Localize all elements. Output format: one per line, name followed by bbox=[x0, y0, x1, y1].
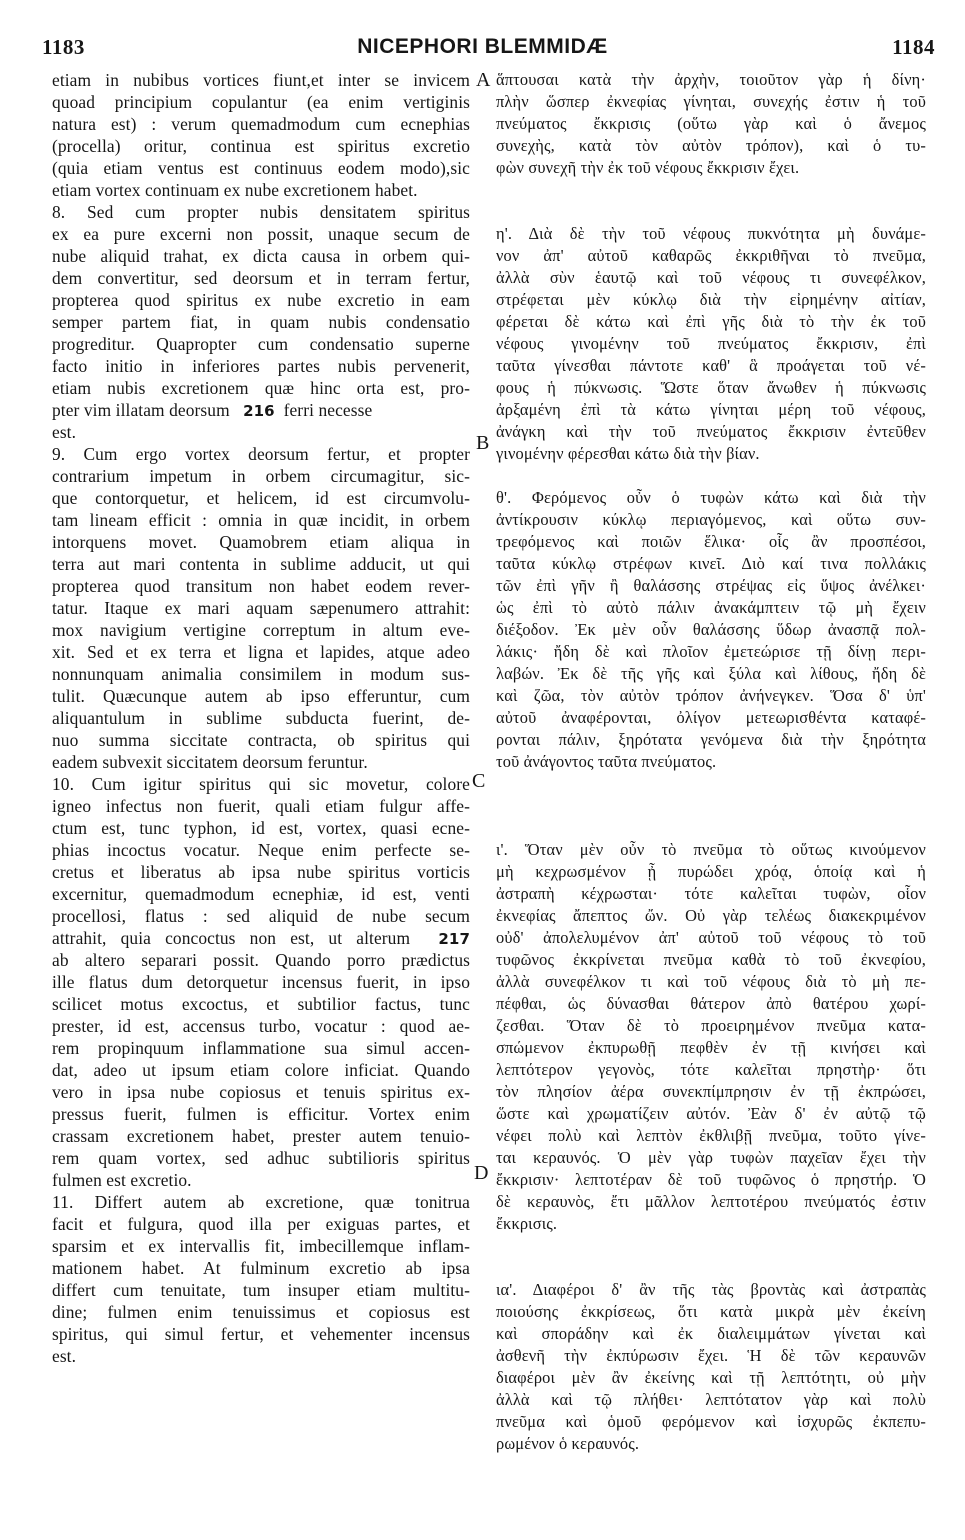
text-line: ὥστε καὶ χρωματίζειν αὐτόν. Ἐὰν δ' ἐν αὐτῷ τῷ bbox=[496, 1104, 926, 1123]
text-line: στρέφεται μὲν κύκλῳ διὰ τὴν εἰρημένην αἰτίαν, bbox=[496, 290, 926, 309]
paragraph-gap bbox=[496, 179, 926, 223]
text-line: pressus fuerit, fulmen is efficitur. Vortex enim bbox=[52, 1104, 470, 1124]
text-segment: pter vim illatam deorsum bbox=[52, 400, 230, 420]
text-line: ἀσθενῆ τὴν ἐκπύρωσιν ἔχει. Ἡ δὲ τῶν κεραυνῶν bbox=[496, 1346, 926, 1365]
margin-marker-a: A bbox=[476, 69, 491, 91]
text-line: δὲ κεραυνὸς, ἔτι μᾶλλον λεπτοτέρου πνεύματός ἐστιν bbox=[496, 1192, 926, 1211]
text-line: ἀλλὰ σὺν ἑαυτῷ καὶ τοῦ νέφους τι συνεφέλκον, bbox=[496, 268, 926, 287]
paragraph-start: ι'. Ὅταν μὲν οὖν τὸ πνεῦμα τὸ οὕτως κινούμενον bbox=[496, 840, 926, 859]
text-line: ἀντίκρουσιν κύκλῳ περιαγόμενος, καὶ οὕτω συν- bbox=[496, 510, 926, 529]
text-line: ρονται πάλιν, ξηρότατα γενόμενα διὰ τὴν ξηρότητα bbox=[496, 730, 926, 749]
text-line: νέφει πολὺ καὶ λεπτὸν ἐκθλιβῇ πνεῦμα, τοῦτο γίνε- bbox=[496, 1126, 926, 1145]
text-line: etiam vortex continuam ex nube excretionem habet. bbox=[52, 180, 418, 200]
margin-marker-b: B bbox=[476, 432, 490, 454]
text-line: ἅπτουσαι κατὰ τὴν ἀρχὴν, τοιοῦτον γὰρ ἡ δίνη· bbox=[496, 70, 926, 89]
text-line: xit. Sed et ex terra et ligna et lapides, atque adeo bbox=[52, 642, 470, 662]
text-line: τρεφόμενος καὶ ποιῶν ἕλικα· οἷς ἂν προσπέσοι, bbox=[496, 532, 926, 551]
text-line-with-ref bbox=[52, 399, 470, 421]
text-line: οὐδ' ἀπολελυμένον ἀπ' αὐτοῦ τοῦ νέφους τὸ τοῦ bbox=[496, 928, 926, 947]
text-line: rem propinquum inflammatione sua simul accen- bbox=[52, 1038, 470, 1058]
text-line: aliquantulum in sublime subducta fuerint, de- bbox=[52, 708, 470, 728]
text-line: propterea quod spiritus ex nube excretio in eam bbox=[52, 290, 470, 310]
text-line: ex ea pure excerni non possit, unaque secum de bbox=[52, 224, 470, 244]
text-line: πέφθαι, ὡς δύνασθαι θάτερον ἀπὸ θατέρου χωρί- bbox=[496, 994, 926, 1013]
margin-marker-c: C bbox=[472, 770, 486, 792]
text-line: συνεχὴς, κατὰ τὸν αὐτὸν τρόπον), καὶ ὁ τυ- bbox=[496, 136, 926, 155]
paragraph-start: ια'. Διαφέροι δ' ἂν τῆς τὰς βροντὰς καὶ ἀστραπὰς bbox=[496, 1280, 926, 1299]
paragraph-start: 10. Cum igitur spiritus qui sic movetur, colore bbox=[52, 774, 470, 794]
text-line: spiritus, qui simul fertur, et vehementer incensus bbox=[52, 1324, 470, 1344]
text-line: ἔκκρισιν· λεπτοτέραν δὲ τοῦ τυφῶνος ὁ πρηστήρ. Ὁ bbox=[496, 1170, 926, 1189]
text-line: quoad principium copulantur (ea enim vertiginis bbox=[52, 92, 470, 112]
paragraph-start: 11. Differt autem ab excretione, quæ tonitrua bbox=[52, 1192, 470, 1212]
text-line: ab altero separari possit. Quando porro prædictus bbox=[52, 950, 470, 970]
text-line: semper partem fiat, in quam nubis condensatio bbox=[52, 312, 470, 332]
text-line: τοῦ ἀνάγοντος ταῦτα πνεύματος. bbox=[496, 752, 717, 771]
text-line: intorquens movet. Quamobrem etiam aliqua in bbox=[52, 532, 470, 552]
text-line: ille flatus dum detorquetur incensus fuerit, in ipso bbox=[52, 972, 470, 992]
text-line: πλὴν ὥσπερ ἐκνεφίας γίνηται, συνεχής ἐστιν ἡ τοῦ bbox=[496, 92, 926, 111]
paragraph-start: η'. Διὰ δὲ τὴν τοῦ νέφους πυκνότητα μὴ δυνάμε- bbox=[496, 224, 926, 243]
text-line: νον ἀπ' αὐτοῦ καθαρῶς ἐκκριθῆναι τὸ πνεῦμα, bbox=[496, 246, 926, 265]
text-line: ὡς ἐπὶ τὸ αὐτὸ πάλιν ἀνακάμπτειν τῷ μὴ ἔχειν bbox=[496, 598, 926, 617]
text-line: τὸν πλησίον ἀέρα συνεκπίμπρησιν ἐν τῇ ἐκπρώσει, bbox=[496, 1082, 926, 1101]
text-line: tatur. Itaque ex mari aquam sæpenumero attrahit: bbox=[52, 598, 470, 618]
text-segment: ferri necesse bbox=[283, 400, 373, 420]
text-line: λάκις· ἤδη δὲ καὶ πλοῖον ἐμετεώρισε τῇ δίνῃ περι- bbox=[496, 642, 926, 661]
paragraph-gap bbox=[496, 465, 926, 487]
text-line: cretus et liberatus ab ipsa nube spiritus vorticis bbox=[52, 862, 470, 882]
text-line: etiam nubis excretionem quæ hinc orta est, pro- bbox=[52, 378, 470, 398]
margin-marker-d: D bbox=[474, 1162, 489, 1184]
text-line: terra aut mari contenta in sublime adducit, ut qui bbox=[52, 554, 470, 574]
running-title: NICEPHORI BLEMMIDÆ bbox=[357, 35, 608, 58]
text-line: nuo summa siccitate contracta, ob spiritus qui bbox=[52, 730, 470, 750]
text-line: σπώμενον ἐκπυρωθῇ πεφθὲν ἐν τῇ κινήσει καὶ bbox=[496, 1038, 926, 1057]
column-ref-216: 216 bbox=[243, 402, 275, 420]
text-line: dat, adeo ut ipsum etiam colore inficiat. Quando bbox=[52, 1060, 470, 1080]
text-line: μὴ κεχρωσμένον ᾖ πυρώδει χρόᾳ, ὁποίᾳ καὶ ἡ bbox=[496, 862, 926, 881]
page-number-right: 1184 bbox=[892, 35, 935, 59]
paragraph-start: 8. Sed cum propter nubis densitatem spiritus bbox=[52, 202, 470, 222]
text-line: (procella) oritur, continua est spiritus excretio bbox=[52, 136, 470, 156]
page-number-left: 1183 bbox=[42, 35, 85, 59]
latin-column bbox=[52, 69, 470, 1367]
text-line: (quia etiam ventus est continuus eodem modo),sic bbox=[52, 158, 470, 178]
text-line: διαφέροι μὲν ἂν ἐκείνης καὶ τῇ λεπτότητι, οὐ μὴν bbox=[496, 1368, 926, 1387]
text-line: λαβών. Ἐκ δὲ τῆς γῆς καὶ ξύλα καὶ λίθους, ἤδη δὲ bbox=[496, 664, 926, 683]
text-line: φέρεται δὲ κάτω καὶ ἐπὶ γῆς διὰ τὸ τὴν ἐκ τοῦ bbox=[496, 312, 926, 331]
text-line: tam lineam efficit : omnia in quæ incidit, in orbem bbox=[52, 510, 470, 530]
text-line: propterea quod transitum non habet eodem rever- bbox=[52, 576, 470, 596]
text-line: πνεῦμα καὶ ὁμοῦ φερόμενον καὶ ἰσχυρῶς ἐκπεπυ- bbox=[496, 1412, 926, 1431]
text-line: λεπτότερον γεγονὸς, τότε καλεῖται πρηστὴρ· ὅτι bbox=[496, 1060, 926, 1079]
text-line: ctum est, tunc typhon, id est, vortex, quasi ecne- bbox=[52, 818, 470, 838]
text-line: ἀστραπὴ κέχρωσται· τότε καλεῖται τυφὼν, οἷον bbox=[496, 884, 926, 903]
text-line: ται κεραυνός. Ὁ μὲν γὰρ τυφὼν παχεῖαν ἔχει τὴν bbox=[496, 1148, 926, 1167]
text-line: dem convertitur, sed deorsum et in terram fertur, bbox=[52, 268, 470, 288]
text-line: vero in ipsa nube copiosus et tenuis spiritus ex- bbox=[52, 1082, 470, 1102]
text-line: tulit. Quæcunque autem ab ipso efferuntur, cum bbox=[52, 686, 470, 706]
text-line: est. bbox=[52, 422, 77, 442]
text-line-with-ref bbox=[52, 927, 470, 949]
text-line: excernitur, quemadmodum ecnephiæ, id est, venti bbox=[52, 884, 470, 904]
column-ref-217: 217 bbox=[438, 930, 470, 948]
text-line: ταῦτα κύκλῳ στρέφων κινεῖ. Διὸ καί τινα πολλάκις bbox=[496, 554, 926, 573]
text-line: crassam excretionem habet, prester autem tenuio- bbox=[52, 1126, 470, 1146]
text-line: nube aliquid trahat, ex dicta causa in orbem qui- bbox=[52, 246, 470, 266]
text-line: est. bbox=[52, 1346, 77, 1366]
paragraph-gap bbox=[496, 1235, 926, 1279]
text-line: que contorquetur, et helicem, id est circumvolu- bbox=[52, 488, 470, 508]
text-line: mox navigium vertigine correptum in altum eve- bbox=[52, 620, 470, 640]
paragraph-start: 9. Cum ergo vortex deorsum fertur, et propter bbox=[52, 444, 470, 464]
text-line: dine; fulmen enim tenuissimus et copiosus est bbox=[52, 1302, 470, 1322]
text-line: ρωμένον ὁ κεραυνός. bbox=[496, 1434, 640, 1453]
text-line: eadem subvexit siccitatem deorsum feruntur. bbox=[52, 752, 368, 772]
paragraph-gap bbox=[496, 773, 926, 839]
text-line: scilicet motus excoctus, et subtilior factus, tunc bbox=[52, 994, 470, 1014]
text-line: νέφους γινομένην τοῦ πνεύματος ἔκκρισιν, ἐπὶ bbox=[496, 334, 926, 353]
text-line: τῶν ἐπὶ γῆν ἢ θαλάσσης στρέψας εἰς ὕψος ἀνέλκει· bbox=[496, 576, 926, 595]
text-line: differt cum tenuitate, tum insuper etiam multitu- bbox=[52, 1280, 470, 1300]
text-line: διέξοδον. Ἐκ μὲν οὖν θαλάσσης ὕδωρ ἀνασπᾷ πολ- bbox=[496, 620, 926, 639]
text-line: γινομένην φέρεσθαι κάτω διὰ τὴν βίαν. bbox=[496, 444, 760, 463]
text-line: ποιούσης ἐκκρίσεως, ὅτι κατὰ μικρὰ μὲν ἐκείνη bbox=[496, 1302, 926, 1321]
text-segment: attrahit, quia concoctus non est, ut alterum bbox=[52, 928, 411, 948]
text-line: καὶ ζῶα, τὸν αὐτὸν τρόπον ἀνήνεγκεν. Ὅσα δ' ὑπ' bbox=[496, 686, 926, 705]
text-line: ταῦτα γίνεσθαι πάντοτε καθ' ἃ προάγεται τοῦ νέ- bbox=[496, 356, 926, 375]
text-line: ζεσθαι. Ὅταν δὲ τὸ προειρημένον πνεῦμα κατα- bbox=[496, 1016, 926, 1035]
text-line: mationem habet. At fulminum excretio ab ipsa bbox=[52, 1258, 470, 1278]
text-line: sparsim et ex intervallis fit, imbecillemque inflam- bbox=[52, 1236, 470, 1256]
text-line: etiam in nubibus vortices fiunt,et inter se invicem bbox=[52, 70, 470, 90]
text-line: ἐκνεφίας ἄπεπτος ὤν. Οὐ γὰρ τελέως διακεκριμένον bbox=[496, 906, 926, 925]
text-line: φους ἡ πύκνωσις. Ὥστε ὅταν ἄνωθεν ἡ πύκνωσις bbox=[496, 378, 926, 397]
running-header bbox=[0, 0, 965, 62]
text-line: ἀλλὰ συνεφέλκον τι καὶ τοῦ νέφους διὰ τὸ μὴ πε- bbox=[496, 972, 926, 991]
text-line: fulmen est excretio. bbox=[52, 1170, 192, 1190]
text-line: ἀλλὰ καὶ τῷ πλήθει· λεπτότατον γὰρ καὶ πολὺ bbox=[496, 1390, 926, 1409]
text-line: contrarium impetum in orbem circumagitur, sic- bbox=[52, 466, 470, 486]
text-line: καὶ σποράδην καὶ ἐκ διαλειμμάτων γίνεται καὶ bbox=[496, 1324, 926, 1343]
text-line: πνεύματος ἔκκρισις (οὕτω γὰρ καὶ ὁ ἄνεμος bbox=[496, 114, 926, 133]
greek-column bbox=[496, 69, 926, 1455]
text-line: ἀνάγκη καὶ τὴν τοῦ πνεύματος ἔκκρισιν ἐντεῦθεν bbox=[496, 422, 926, 441]
text-line: procellosi, flatus : sed aliquid de nube secum bbox=[52, 906, 470, 926]
text-line: ἀρξαμένη ἐπὶ τὰ κάτω γίνηται μέρη τοῦ νέφους, bbox=[496, 400, 926, 419]
text-line: facit et fulgura, quod illa per exiguas partes, et bbox=[52, 1214, 470, 1234]
paragraph-start: θ'. Φερόμενος οὖν ὁ τυφὼν κάτω καὶ διὰ τὴν bbox=[496, 488, 926, 507]
text-line: natura est) : verum quemadmodum cum ecnephias bbox=[52, 114, 470, 134]
text-line: ἔκκρισις. bbox=[496, 1214, 558, 1233]
text-line: αὐτοῦ ἀναφέρονται, ὀλίγον μετεωρισθέντα καταφέ- bbox=[496, 708, 926, 727]
text-line: nonnunquam animalia consimilem in modum sus- bbox=[52, 664, 470, 684]
text-line: progreditur. Quapropter cum condensatio superne bbox=[52, 334, 470, 354]
text-line: prester, id est, accensus turbo, vocatur : quod ae- bbox=[52, 1016, 470, 1036]
text-line: phias incoctus vocatur. Neque enim perfecte se- bbox=[52, 840, 470, 860]
text-line: igneo infectus non fuerit, quali etiam fulgur affe- bbox=[52, 796, 470, 816]
text-line: rem quam vortex, sed adhuc subtilioris spiritus bbox=[52, 1148, 470, 1168]
text-line: facto initio in inferiores partes nubis pervenerit, bbox=[52, 356, 470, 376]
text-line: τυφῶνος ἐκκρίνεται πνεῦμα καθὰ τὸ τοῦ ἐκνεφίου, bbox=[496, 950, 926, 969]
text-line: φὼν συνεχῆ τὴν ἐκ τοῦ νέφους ἔκκρισιν ἔχει. bbox=[496, 158, 800, 177]
